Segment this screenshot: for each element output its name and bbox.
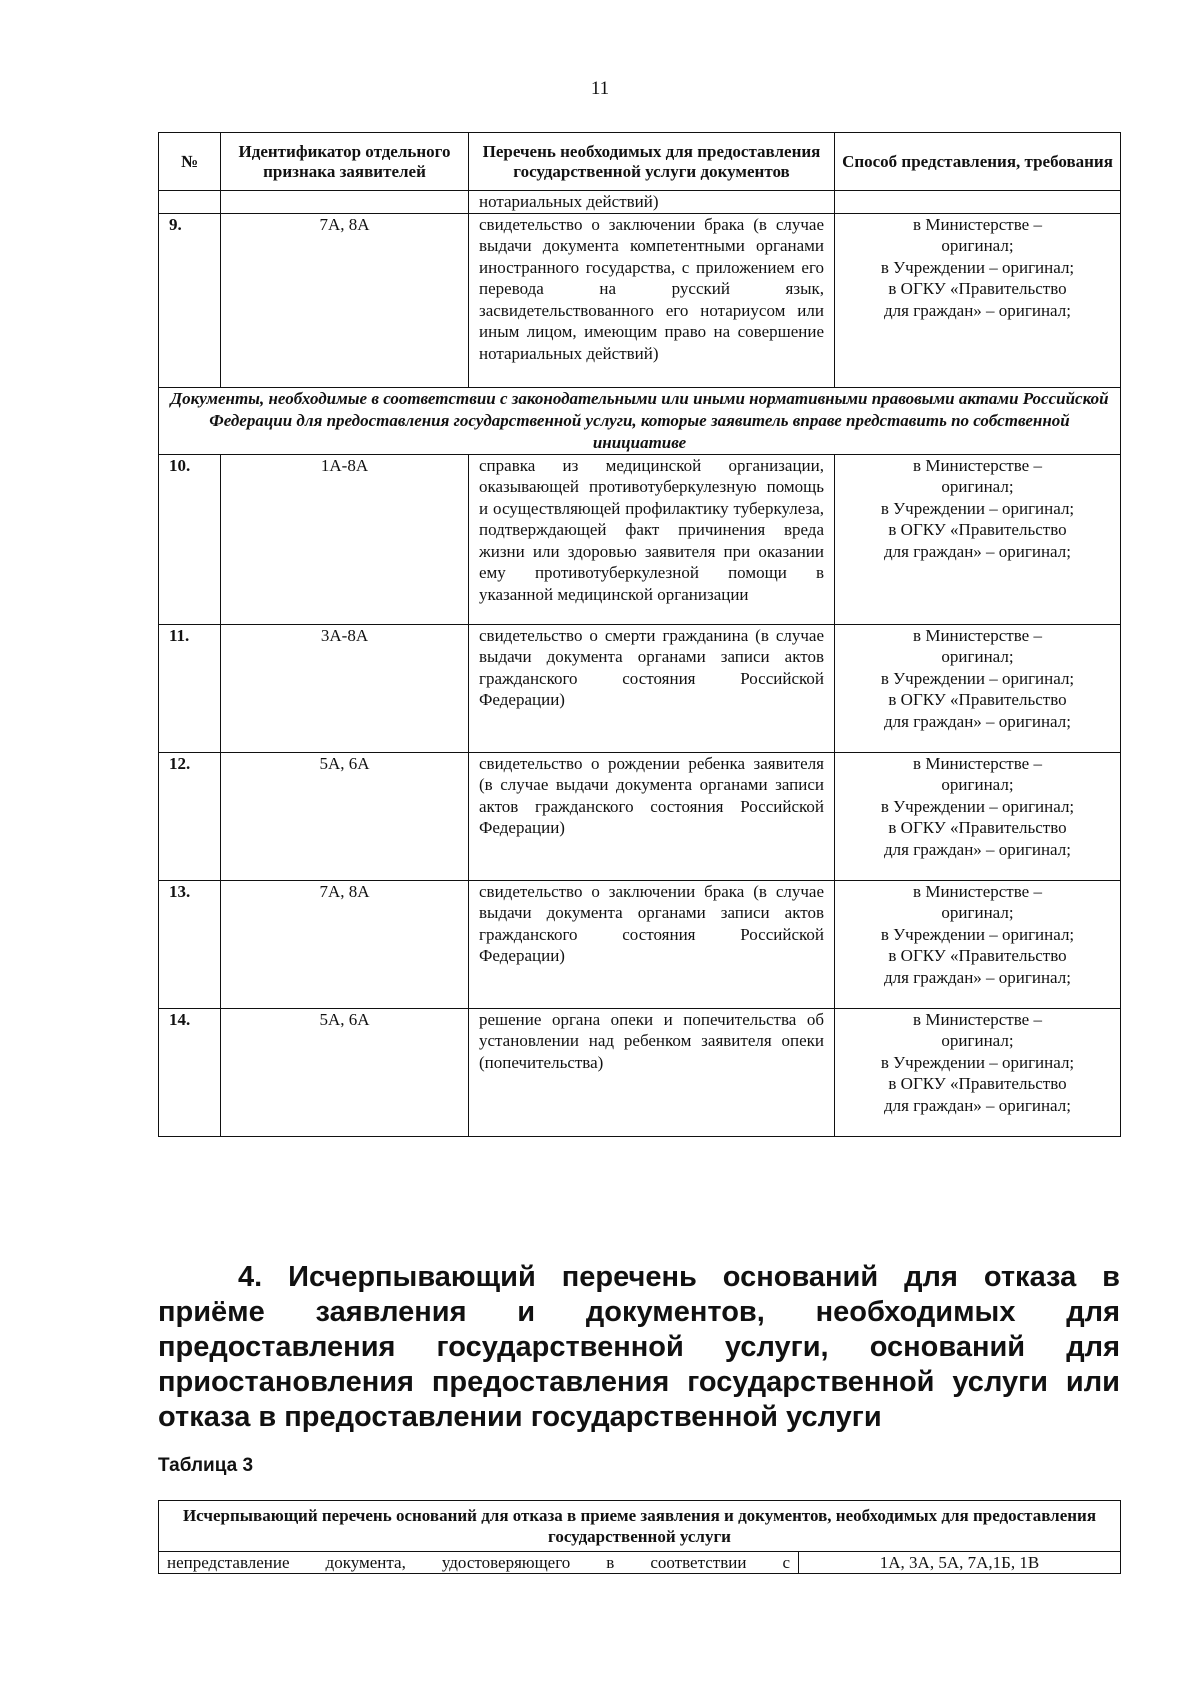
row-method [835,880,1121,1008]
method-line: в ОГКУ «Правительство [888,690,1067,709]
method-line: в ОГКУ «Правительство [888,279,1067,298]
header-method: Способ представления, требования [835,133,1121,191]
row-number: 13. [159,880,221,1008]
page-number: 11 [590,78,610,99]
row-identifier: 7А, 8А [221,213,469,387]
method-line: оригинал; [941,647,1014,666]
method-line: в Учреждении – оригинал; [880,257,1075,277]
method-line: для граждан» – оригинал; [884,300,1071,320]
table-row [159,454,1121,624]
section-4-heading: 4. Исчерпывающий перечень оснований для отказа в приёме заявления и документов, необходимых для предоставления государственной услуги, оснований для приостановления предоставления государственной услуги или отказа в предоставлении государственной услуги [158,1261,1120,1433]
section-title: Документы, необходимые в соответствии с законодательными или иными нормативными правовыми актами Российской Федерации для предоставления государственной услуги, которые заявитель вправе представить по собственной инициативе [159,387,1121,454]
row-number: 14. [159,1008,221,1136]
header-documents: Перечень необходимых для предоставления государственной услуги документов [469,133,835,191]
method-line: в Учреждении – оригинал; [880,1052,1075,1072]
table-row [159,213,1121,387]
row-identifier: 5А, 6А [221,1008,469,1136]
method-line: в Министерстве – [913,214,1042,234]
continued-num [159,191,221,214]
header-identifier: Идентификатор отдельного признака заявителей [221,133,469,191]
method-line: в ОГКУ «Правительство [888,946,1067,965]
method-line: для граждан» – оригинал; [884,711,1071,731]
table-3-header: Исчерпывающий перечень оснований для отказа в приеме заявления и документов, необходимых для предоставления государственной услуги [159,1501,1121,1552]
table-3-label: Таблица 3 [158,1455,254,1476]
method-line: в Учреждении – оригинал; [880,924,1075,944]
method-line: оригинал; [941,236,1014,255]
method-line: оригинал; [941,775,1014,794]
table-header-row [159,133,1121,191]
method-line: в Министерстве – [913,1009,1042,1029]
table-3-reason: непредставление документа, удостоверяющего в соответствии с [159,1552,799,1574]
method-line: для граждан» – оригинал; [884,967,1071,987]
method-line: в ОГКУ «Правительство [888,1074,1067,1093]
table-row [159,1008,1121,1136]
continued-method [835,191,1121,214]
method-line: в Министерстве – [913,753,1042,773]
header-num: № [159,133,221,191]
row-number: 9. [159,213,221,387]
method-line: в ОГКУ «Правительство [888,520,1067,539]
row-method [835,1008,1121,1136]
row-document: свидетельство о рождении ребенка заявителя (в случае выдачи документа органами записи актов гражданского состояния Российской Федерации) [469,752,835,880]
required-documents-table [158,132,1121,1137]
table-row [159,752,1121,880]
row-document: решение органа опеки и попечительства об установлении над ребенком заявителя опеки (попечительства) [469,1008,835,1136]
row-method [835,752,1121,880]
row-number: 10. [159,454,221,624]
method-line: в Министерстве – [913,881,1042,901]
method-line: в Учреждении – оригинал; [880,668,1075,688]
row-number: 12. [159,752,221,880]
table-row [159,880,1121,1008]
table-3 [158,1500,1121,1574]
method-line: оригинал; [941,477,1014,496]
row-document: свидетельство о заключении брака (в случае выдачи документа органами записи актов гражданского состояния Российской Федерации) [469,880,835,1008]
method-line: оригинал; [941,1031,1014,1050]
row-identifier: 7А, 8А [221,880,469,1008]
row-identifier: 3А-8А [221,624,469,752]
table-row [159,624,1121,752]
continued-document: нотариальных действий) [469,191,835,214]
row-method [835,624,1121,752]
row-method [835,213,1121,387]
method-line: в Министерстве – [913,455,1042,475]
row-document: свидетельство о смерти гражданина (в случае выдачи документа органами записи актов гражданского состояния Российской Федерации) [469,624,835,752]
method-line: в Министерстве – [913,625,1042,645]
method-line: в Учреждении – оригинал; [880,498,1075,518]
method-line: оригинал; [941,903,1014,922]
row-document: справка из медицинской организации, оказывающей противотуберкулезную помощь и осуществляющей профилактику туберкулеза, подтверждающей факт причинения вреда жизни или здоровью заявителя при оказании ему противотуберкулезной помощи в указанной медицинской организации [469,454,835,624]
method-line: в ОГКУ «Правительство [888,818,1067,837]
method-line: для граждан» – оригинал; [884,1095,1071,1115]
row-identifier: 1А-8А [221,454,469,624]
row-document: свидетельство о заключении брака (в случае выдачи документа компетентными органами иностранного государства, с приложением его перевода на русский язык, засвидетельствованного его нотариусом или иным лицом, имеющим право на совершение нотариальных действий) [469,213,835,387]
method-line: для граждан» – оригинал; [884,541,1071,561]
method-line: для граждан» – оригинал; [884,839,1071,859]
method-line: в Учреждении – оригинал; [880,796,1075,816]
continued-identifier [221,191,469,214]
section-title-row [159,387,1121,454]
row-identifier: 5А, 6А [221,752,469,880]
table-3-row [159,1552,1121,1574]
continued-row [159,191,1121,214]
table-3-header-row [159,1501,1121,1552]
table-3-identifiers: 1А, 3А, 5А, 7А,1Б, 1В [799,1552,1121,1574]
row-method [835,454,1121,624]
row-number: 11. [159,624,221,752]
